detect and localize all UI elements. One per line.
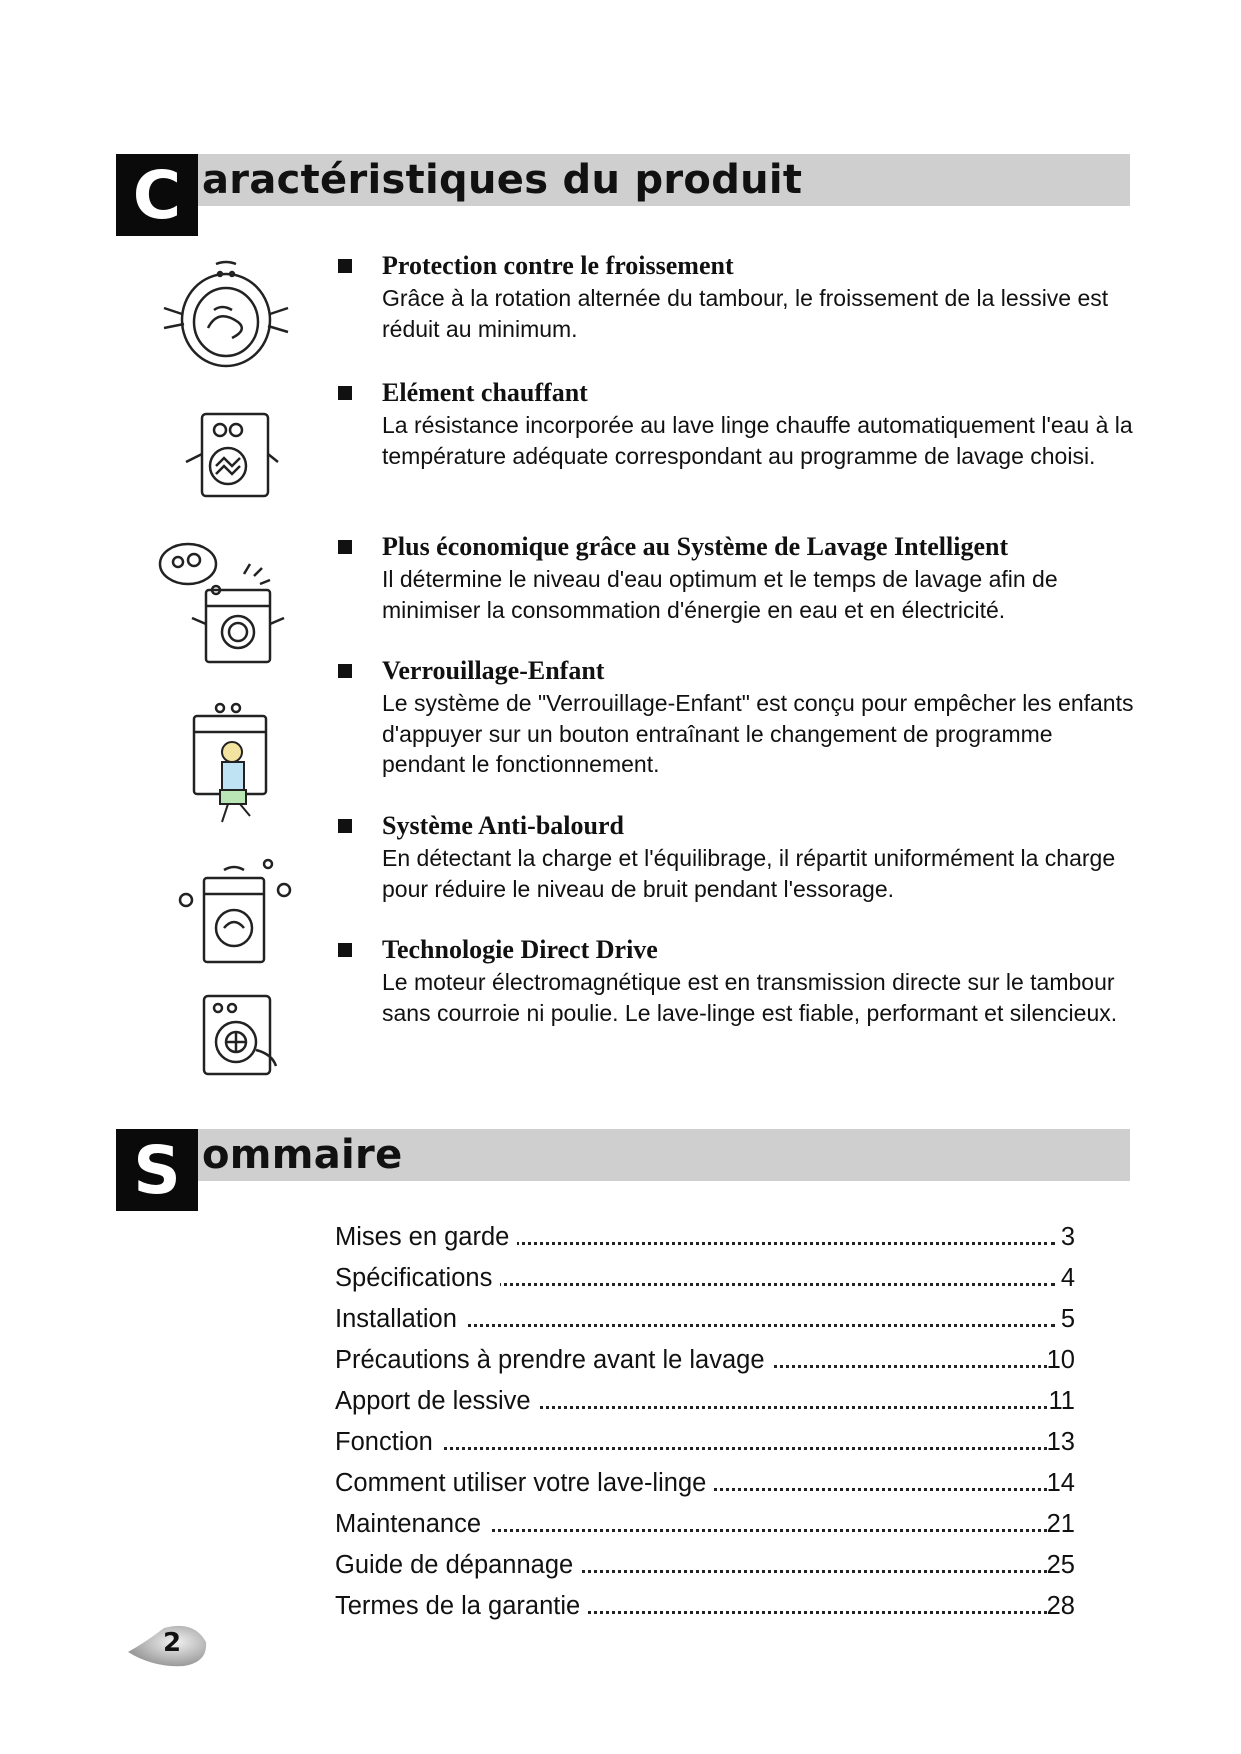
toc-entry-page: 28 — [1047, 1586, 1075, 1626]
toc-entry[interactable] — [335, 1422, 1075, 1462]
toc-entry-title: Mises en garde — [335, 1217, 517, 1257]
section-title: aractéristiques du produit — [202, 157, 803, 203]
toc-entry[interactable] — [335, 1463, 1075, 1503]
child-washer-icon — [188, 698, 278, 826]
toc-entry[interactable] — [335, 1299, 1075, 1339]
toc-entry-title: Guide de dépannage — [335, 1545, 581, 1585]
toc-entry[interactable] — [335, 1340, 1075, 1380]
bullet-square — [338, 819, 352, 833]
toc-entry-title: Maintenance — [335, 1504, 489, 1544]
features-section-header — [116, 154, 1130, 236]
bullet-square — [338, 664, 352, 678]
toc-entry[interactable] — [335, 1217, 1075, 1257]
toc-entry[interactable] — [335, 1545, 1075, 1585]
heater-washer-icon — [180, 408, 280, 500]
toc-entry[interactable] — [335, 1586, 1075, 1626]
toc-entry-page: 21 — [1047, 1504, 1075, 1544]
feature-title: Elément chauffant — [382, 378, 588, 407]
toc-entry[interactable] — [335, 1504, 1075, 1544]
bullet-square — [338, 943, 352, 957]
header-initial: S — [116, 1129, 198, 1211]
header-initial: C — [116, 154, 198, 236]
bullet-square — [338, 386, 352, 400]
bullet-square — [338, 259, 352, 273]
feature-description: Il détermine le niveau d'eau optimum et le temps de lavage afin de minimiser la consommation d'énergie en eau et en électricité. — [382, 566, 1058, 623]
direct-drive-washer-icon — [196, 990, 286, 1080]
toc-entry-title: Comment utiliser votre lave-linge — [335, 1463, 714, 1503]
feature-title: Système Anti-balourd — [382, 811, 624, 840]
toc-entry-title: Apport de lessive — [335, 1381, 539, 1421]
toc-entry-page: 4 — [1061, 1258, 1075, 1298]
toc-entry-page: 25 — [1047, 1545, 1075, 1585]
toc-entry-page: 11 — [1049, 1381, 1075, 1421]
toc-entry-title: Précautions à prendre avant le lavage — [335, 1340, 773, 1380]
toc-entry-page: 3 — [1061, 1217, 1075, 1257]
thinking-washer-icon — [156, 538, 288, 666]
toc-entry-page: 5 — [1061, 1299, 1075, 1339]
toc-entry[interactable] — [335, 1258, 1075, 1298]
feature-description: La résistance incorporée au lave linge chauffe automatiquement l'eau à la température adéquate correspondant au programme de lavage choisi. — [382, 412, 1133, 469]
page-number-badge — [124, 1622, 210, 1668]
dot-leader — [335, 1447, 1055, 1450]
toc-entry-title: Termes de la garantie — [335, 1586, 588, 1626]
toc-entry-page: 14 — [1047, 1463, 1075, 1503]
feature-description: Le moteur électromagnétique est en transmission directe sur le tambour sans courroie ni poulie. Le lave-linge est fiable, performant et silencieux. — [382, 969, 1118, 1026]
balance-washer-icon — [176, 858, 298, 966]
toc-entry-page: 10 — [1047, 1340, 1075, 1380]
bullet-square — [338, 540, 352, 554]
feature-title: Plus économique grâce au Système de Lavage Intelligent — [382, 532, 1009, 561]
tumbling-drum-icon — [158, 258, 294, 376]
toc-entry[interactable] — [335, 1381, 1075, 1421]
feature-title: Protection contre le froissement — [382, 251, 734, 280]
page-number: 2 — [162, 1628, 182, 1658]
feature-title: Technologie Direct Drive — [382, 935, 658, 964]
toc-entry-title: Spécifications — [335, 1258, 500, 1298]
toc-entry-page: 13 — [1047, 1422, 1075, 1462]
feature-description: Grâce à la rotation alternée du tambour, le froissement de la lessive est réduit au minimum. — [382, 285, 1109, 342]
toc-entry-title: Installation — [335, 1299, 465, 1339]
section-title: ommaire — [202, 1132, 403, 1178]
toc-entry-title: Fonction — [335, 1422, 441, 1462]
toc-section-header — [116, 1129, 1130, 1211]
feature-description: En détectant la charge et l'équilibrage, il répartit uniformément la charge pour réduire le niveau de bruit pendant l'essorage. — [382, 845, 1116, 902]
feature-title: Verrouillage-Enfant — [382, 656, 605, 685]
feature-description: Le système de "Verrouillage-Enfant" est conçu pour empêcher les enfants d'appuyer sur un bouton entraînant le changement de programme pendant le fonctionnement. — [382, 690, 1134, 777]
